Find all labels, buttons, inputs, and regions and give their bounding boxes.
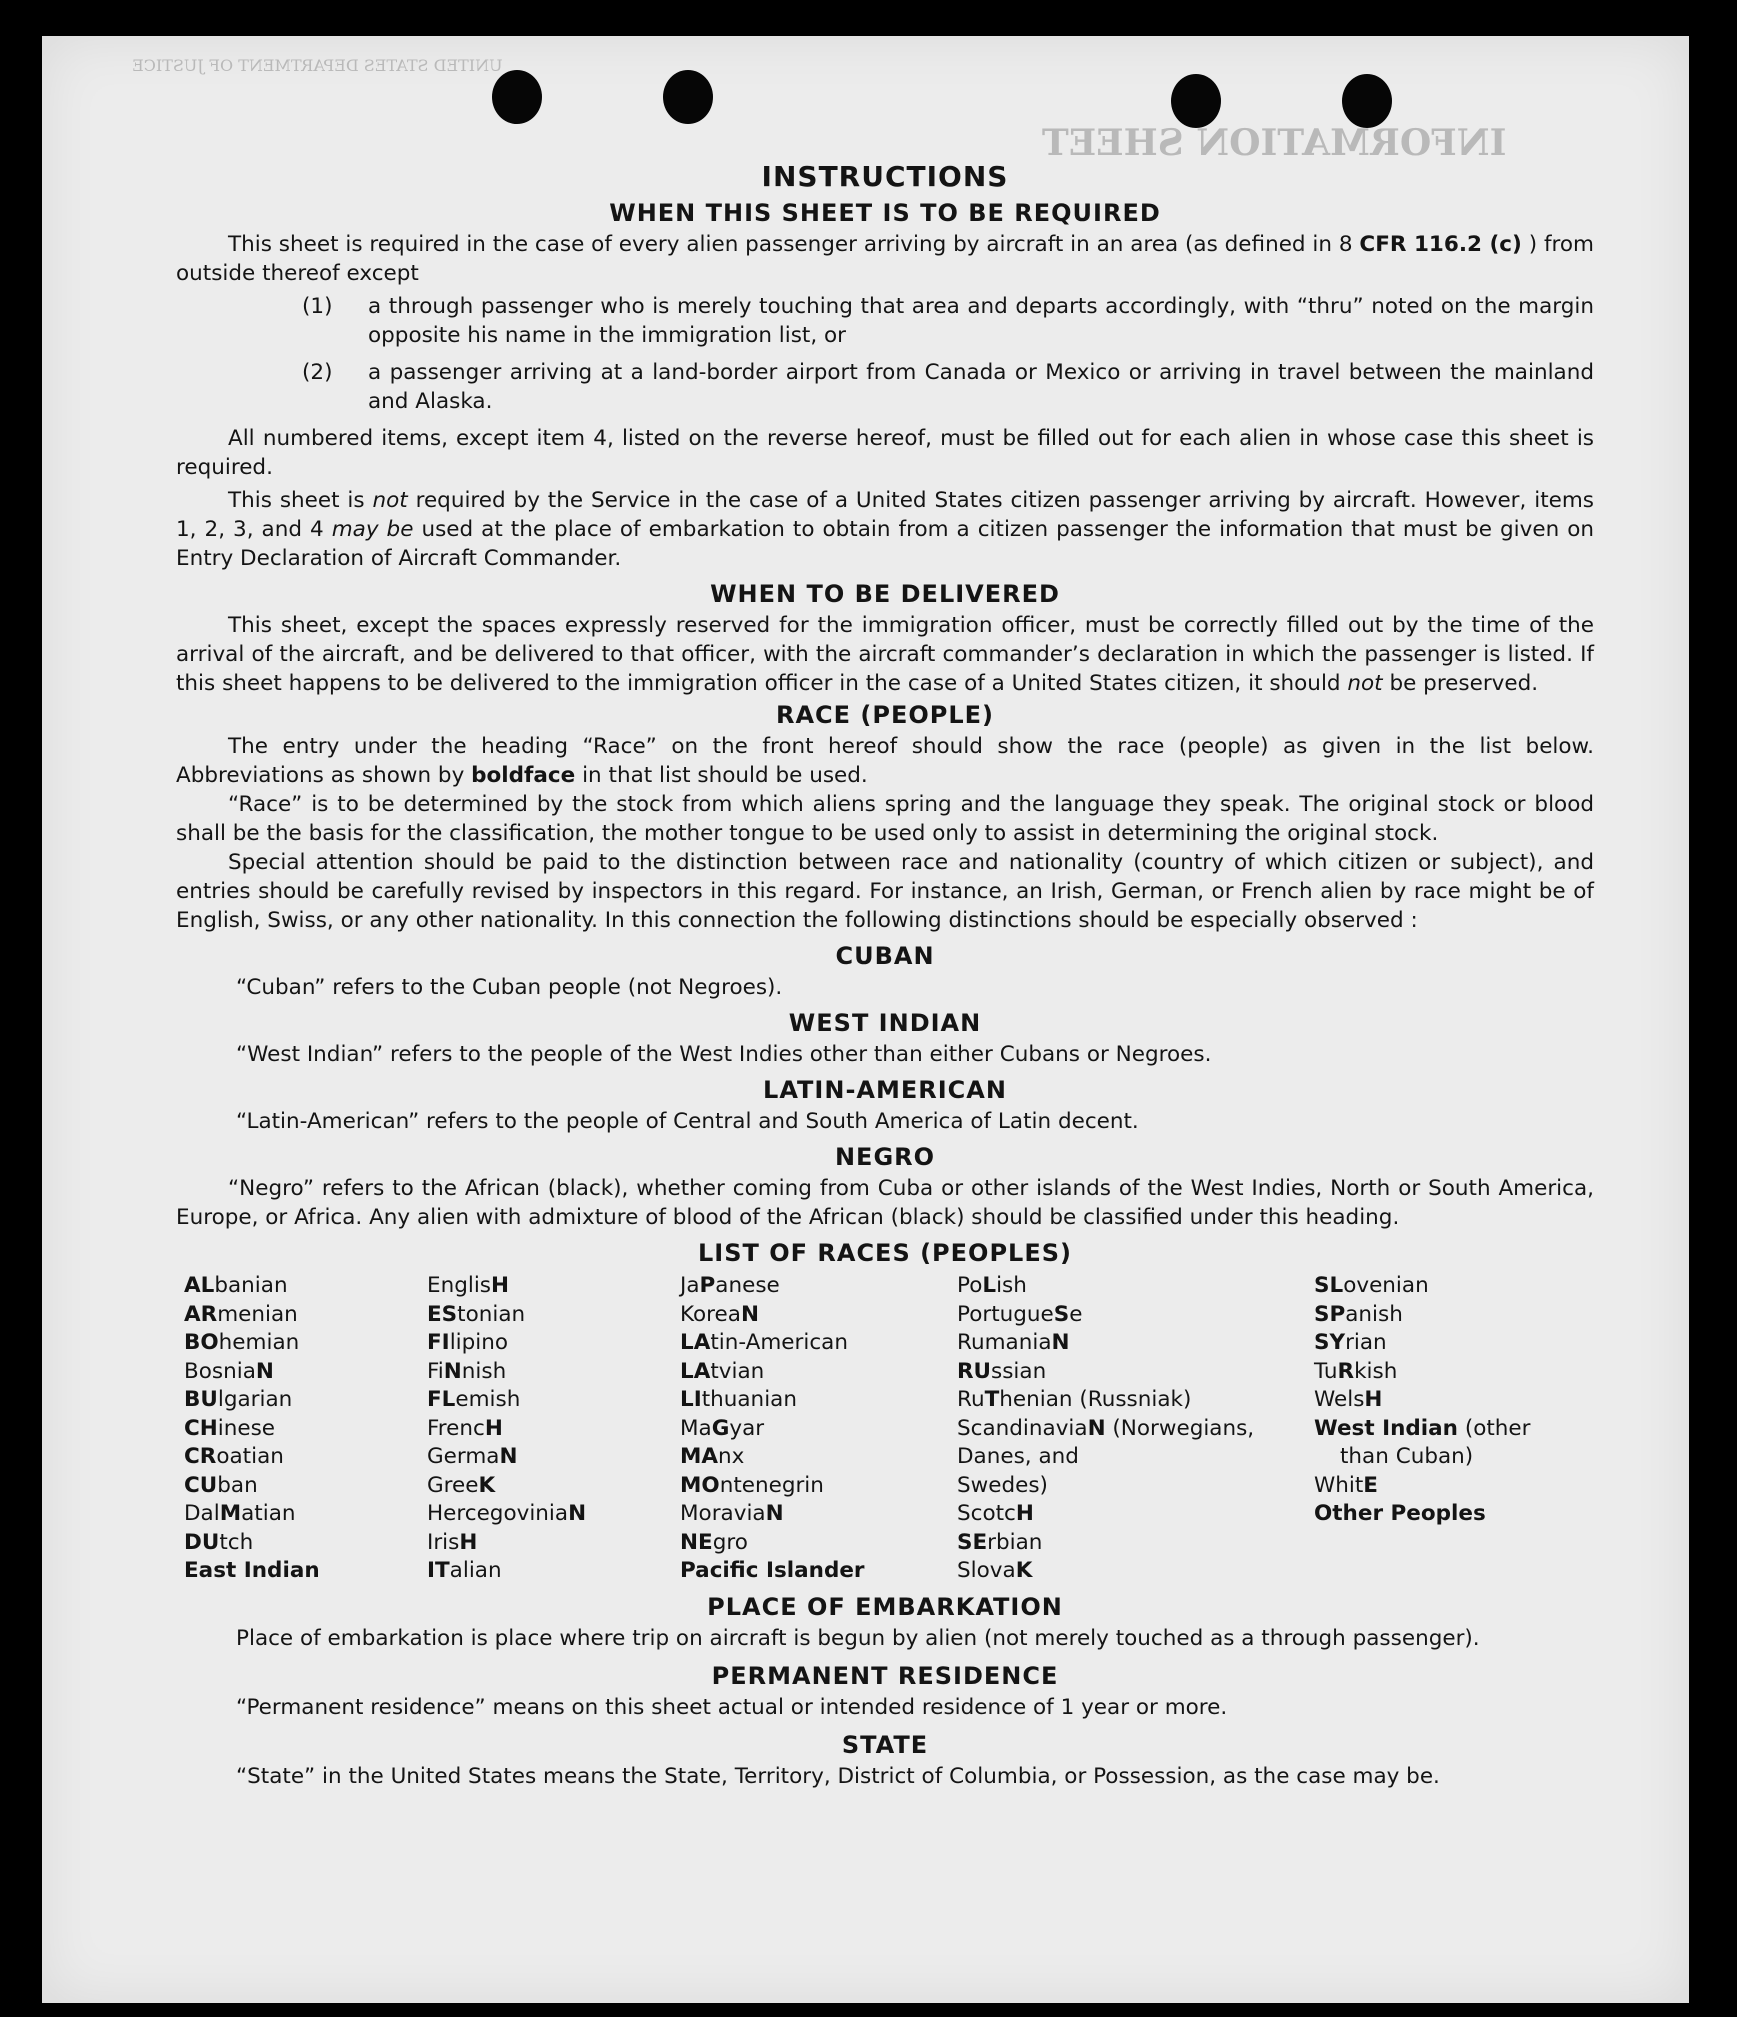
race-column	[957, 1272, 1314, 1586]
race-entry: FIlipino	[427, 1330, 509, 1355]
race-entry: WelsH	[1314, 1387, 1383, 1412]
punch-hole	[663, 70, 713, 124]
paragraph-embarkation: Place of embarkation is place where trip on aircraft is begun by alien (not merely touched as a through passenger).	[236, 1625, 1480, 1651]
race-entry: HercegoviniaN	[427, 1501, 587, 1526]
paragraph-latin-american: “Latin-American” refers to the people of Central and South America of Latin decent.	[236, 1109, 1139, 1134]
paragraph-cuban: “Cuban” refers to the Cuban people (not Negroes).	[236, 975, 783, 1000]
race-entry: TuRkish	[1314, 1358, 1398, 1384]
bleed-through-form: INFORMATION SHEET	[1042, 122, 1507, 164]
race-entry: Danes, and	[957, 1444, 1079, 1469]
bleed-through-form: UNITED STATES DEPARTMENT OF JUSTICE	[132, 56, 503, 75]
race-column	[184, 1272, 427, 1586]
paragraph-required: This sheet is required in the case of every alien passenger arriving by aircraft in an area (as defined in 8 CFR 116.2 (c) ) from outside thereof except	[176, 232, 1594, 286]
race-entry: GreeK	[427, 1472, 496, 1498]
race-entry: LAtin-American	[680, 1330, 848, 1355]
race-entry: MOntenegrin	[680, 1472, 824, 1498]
section-heading-when-required: WHEN THIS SHEET IS TO BE REQUIRED	[609, 199, 1161, 227]
race-entry: MaGyar	[680, 1415, 765, 1441]
race-entry: MAnx	[680, 1444, 745, 1469]
exception-item: (1) a through passenger who is merely touching that area and departs accordingly, with “thru” noted on the margin opposite his name in the immigration list, or	[302, 294, 1594, 348]
paragraph-delivered: This sheet, except the spaces expressly reserved for the immigration officer, must be correctly filled out by the time of the arrival of the aircraft, and be delivered to that officer, with the aircraft commander’s declaration in which the passenger is listed. If this sheet happens to be delivered to the immigration officer in the case of a United States citizen, it should not be preserved.	[176, 613, 1594, 696]
race-entry: Other Peoples	[1314, 1501, 1486, 1526]
paragraph-numbered-items: All numbered items, except item 4, listed on the reverse hereof, must be filled out for each alien in whose case this sheet is required.	[176, 426, 1594, 480]
race-entry: FLemish	[427, 1387, 521, 1412]
race-entry: Swedes)	[957, 1472, 1048, 1498]
paragraph-race-1: The entry under the heading “Race” on the front hereof should show the race (people) as given in the list below. Abbreviations as shown by boldface in that list should be used.	[176, 734, 1594, 788]
race-entry: CUban	[184, 1472, 258, 1498]
race-entry: DUtch	[184, 1529, 254, 1555]
race-entry: BosniaN	[184, 1358, 274, 1384]
race-entry: SLovenian	[1314, 1273, 1429, 1298]
race-entry: RuThenian (Russniak)	[957, 1387, 1192, 1412]
punch-hole	[492, 70, 542, 124]
race-entry: PortugueSe	[957, 1301, 1083, 1327]
paragraph-state: “State” in the United States means the State, Territory, District of Columbia, or Possession, as the case may be.	[236, 1763, 1440, 1789]
section-heading-state: STATE	[841, 1730, 929, 1759]
race-entry: SYrian	[1314, 1330, 1387, 1355]
race-entry: West Indian (other	[1314, 1415, 1531, 1441]
race-entry: IrisH	[427, 1529, 478, 1555]
race-entry: LAtvian	[680, 1358, 765, 1384]
paragraph-west-indian: “West Indian” refers to the people of the West Indies other than either Cubans or Negroes.	[236, 1042, 1212, 1067]
punch-hole	[1171, 74, 1221, 128]
section-heading-cuban: CUBAN	[835, 942, 935, 970]
paragraph-permanent-residence: “Permanent residence” means on this sheet actual or intended residence of 1 year or more.	[236, 1694, 1228, 1720]
race-entry: MoraviaN	[680, 1501, 784, 1526]
paragraph-race-3: Special attention should be paid to the distinction between race and nationality (country of which citizen or subject), and entries should be carefully revised by inspectors in this regard. For instance, an Irish, German, or French alien by race might be of English, Swiss, or any other nationality. In this connection the following distinctions should be especially observed :	[176, 850, 1594, 933]
paragraph-negro: “Negro” refers to the African (black), whether coming from Cuba or other islands of the West Indies, North or South America, Europe, or Africa. Any alien with admixture of blood of the African (black) should be classified under this heading.	[176, 1176, 1594, 1230]
race-entry: ARmenian	[184, 1301, 298, 1327]
paragraph-citizen: This sheet is not required by the Service in the case of a United States citizen passenger arriving by aircraft. However, items 1, 2, 3, and 4 may be used at the place of embarkation to obtain from a citizen passenger the information that must be given on Entry Declaration of Aircraft Commander.	[176, 488, 1595, 571]
race-entry: East Indian	[184, 1558, 320, 1583]
instructions-text	[176, 158, 1594, 1791]
race-entry: EStonian	[427, 1301, 526, 1327]
race-entry: Pacific Islander	[680, 1558, 865, 1583]
race-entry: PoLish	[957, 1273, 1027, 1298]
race-entry: DalMatian	[184, 1501, 296, 1526]
race-column	[427, 1272, 680, 1586]
punch-hole	[1342, 74, 1392, 128]
race-column	[1314, 1272, 1574, 1586]
race-entry: BOhemian	[184, 1330, 300, 1355]
race-entry: NEgro	[680, 1529, 748, 1555]
race-entry: ALbanian	[184, 1273, 288, 1298]
race-entry: RumaniaN	[957, 1330, 1070, 1355]
race-entry: than Cuban)	[1340, 1444, 1474, 1469]
race-entry: WhitE	[1314, 1472, 1378, 1498]
section-heading-permanent-residence: PERMANENT RESIDENCE	[711, 1661, 1059, 1690]
race-entry: EnglisH	[427, 1273, 510, 1298]
race-entry: ScotcH	[957, 1501, 1034, 1526]
exception-item: (2) a passenger arriving at a land-border airport from Canada or Mexico or arriving in travel between the mainland and Alaska.	[302, 360, 1594, 414]
page-title: INSTRUCTIONS	[761, 160, 1009, 193]
section-heading-list-of-races: LIST OF RACES (PEOPLES)	[698, 1239, 1072, 1267]
race-entry: SPanish	[1314, 1301, 1403, 1327]
race-list	[176, 1272, 1594, 1586]
race-entry: FrencH	[427, 1415, 503, 1441]
race-entry: LIthuanian	[680, 1387, 797, 1412]
race-entry: JaPanese	[680, 1273, 780, 1298]
race-entry: ITalian	[427, 1558, 502, 1583]
race-entry: FiNnish	[427, 1358, 507, 1384]
section-heading-race: RACE (PEOPLE)	[775, 701, 995, 729]
race-entry: SlovaK	[957, 1558, 1033, 1583]
race-column	[680, 1272, 957, 1586]
race-entry: CHinese	[184, 1415, 276, 1441]
paragraph-race-2: “Race” is to be determined by the stock from which aliens spring and the language they speak. The original stock or blood shall be the basis for the classification, the mother tongue to be used only to assist in determining the original stock.	[176, 792, 1594, 846]
section-heading-west-indian: WEST INDIAN	[788, 1009, 982, 1037]
section-heading-when-delivered: WHEN TO BE DELIVERED	[710, 580, 1060, 608]
race-entry: SErbian	[957, 1529, 1043, 1555]
race-entry: ScandinaviaN (Norwegians,	[957, 1415, 1255, 1441]
race-entry: RUssian	[957, 1358, 1047, 1384]
section-heading-negro: NEGRO	[834, 1143, 936, 1171]
section-heading-latin-american: LATIN-AMERICAN	[763, 1076, 1007, 1104]
section-heading-embarkation: PLACE OF EMBARKATION	[707, 1592, 1063, 1621]
race-entry: BUlgarian	[184, 1387, 293, 1412]
race-entry: GermaN	[427, 1444, 518, 1469]
race-entry: KoreaN	[680, 1301, 759, 1327]
race-entry: CRoatian	[184, 1444, 284, 1469]
